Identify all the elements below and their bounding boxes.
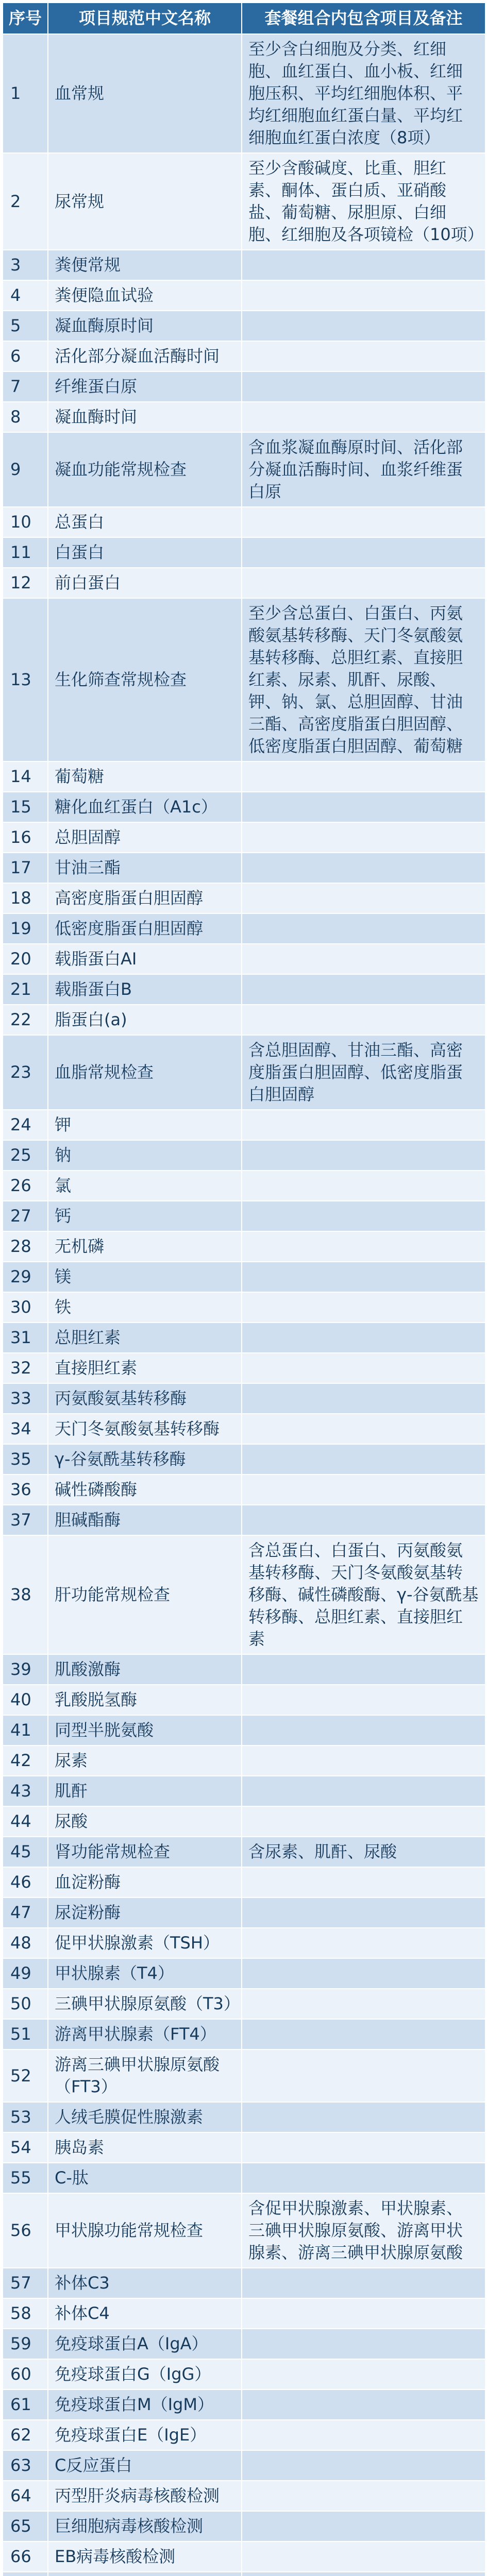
row-package-notes [242, 1323, 485, 1353]
table-row [3, 2572, 485, 2576]
row-seq: 12 [3, 568, 48, 598]
table-row [3, 1958, 485, 1989]
row-seq: 57 [3, 2268, 48, 2298]
table-row [3, 1867, 485, 1897]
table-row [3, 2511, 485, 2541]
row-seq: 46 [3, 1867, 48, 1897]
row-package-notes [242, 913, 485, 944]
row-seq: 61 [3, 2389, 48, 2420]
table-row [3, 311, 485, 341]
row-seq: 51 [3, 2019, 48, 2049]
row-package-notes [242, 2132, 485, 2163]
row-item-name: 凝血酶原时间 [48, 311, 242, 341]
row-seq: 41 [3, 1715, 48, 1745]
row-item-name: 胰岛素 [48, 2132, 242, 2163]
row-package-notes [242, 250, 485, 280]
row-package-notes [242, 2420, 485, 2450]
row-package-notes [242, 2298, 485, 2329]
row-package-notes [242, 1654, 485, 1685]
table-row [3, 1535, 485, 1654]
row-package-notes [242, 2102, 485, 2132]
row-item-name: 钠 [48, 1140, 242, 1171]
table-row [3, 1715, 485, 1745]
row-seq: 15 [3, 792, 48, 822]
row-package-notes [242, 944, 485, 974]
row-item-name: 氯 [48, 1171, 242, 1201]
row-package-notes [242, 280, 485, 311]
row-seq: 54 [3, 2132, 48, 2163]
row-package-notes [242, 1897, 485, 1928]
row-seq: 50 [3, 1989, 48, 2019]
row-item-name: 免疫球蛋白M（IgM） [48, 2389, 242, 2420]
table-row [3, 598, 485, 761]
row-package-notes: 含总蛋白、白蛋白、丙氨酸氨基转移酶、天门冬氨酸氨基转移酶、碱性磷酸酶、γ-谷氨酰基转移酶、总胆红素、直接胆红素 [242, 1535, 485, 1654]
table-row [3, 371, 485, 402]
table-row [3, 1171, 485, 1201]
row-seq: 33 [3, 1383, 48, 1414]
row-seq: 21 [3, 974, 48, 1005]
table-row [3, 2389, 485, 2420]
row-item-name: 肌酸激酶 [48, 1654, 242, 1685]
row-package-notes: 含尿素、肌酐、尿酸 [242, 1837, 485, 1867]
table-row [3, 1444, 485, 1475]
table-row [3, 432, 485, 507]
row-item-name: 血脂常规检查 [48, 1035, 242, 1110]
row-package-notes [242, 2450, 485, 2481]
row-item-name: 前白蛋白 [48, 568, 242, 598]
row-item-name: 粪便常规 [48, 250, 242, 280]
table-row [3, 1353, 485, 1383]
row-seq: 63 [3, 2450, 48, 2481]
row-package-notes [242, 1958, 485, 1989]
row-item-name: 人绒毛膜促性腺激素 [48, 2102, 242, 2132]
row-seq: 1 [3, 34, 48, 153]
table-row [3, 1806, 485, 1837]
row-seq: 42 [3, 1745, 48, 1776]
table-row [3, 2132, 485, 2163]
table-row [3, 2450, 485, 2481]
table-row [3, 2481, 485, 2511]
test-items-table [2, 2, 486, 2576]
table-row [3, 1897, 485, 1928]
row-package-notes: 至少含总蛋白、白蛋白、丙氨酸氨基转移酶、天门冬氨酸氨基转移酶、总胆红素、直接胆红素、尿素、肌酐、尿酸、钾、钠、氯、总胆固醇、甘油三酯、高密度脂蛋白胆固醇、低密度脂蛋白胆固醇、葡萄糖 [242, 598, 485, 761]
row-item-name: 钙 [48, 1201, 242, 1231]
row-seq: 39 [3, 1654, 48, 1685]
table-row [3, 537, 485, 568]
row-item-name: 无机磷 [48, 1231, 242, 1262]
table-row [3, 1837, 485, 1867]
row-seq [3, 2572, 48, 2576]
row-package-notes [242, 568, 485, 598]
row-item-name: 丙型肝炎病毒核酸检测 [48, 2481, 242, 2511]
row-item-name: 丙氨酸氨基转移酶 [48, 1383, 242, 1414]
row-seq: 16 [3, 822, 48, 853]
row-package-notes [242, 761, 485, 792]
table-row [3, 944, 485, 974]
table-row [3, 1035, 485, 1110]
header-package-notes: 套餐组合内包含项目及备注 [242, 3, 485, 34]
row-item-name: 免疫球蛋白E（IgE） [48, 2420, 242, 2450]
row-seq: 38 [3, 1535, 48, 1654]
row-package-notes [242, 2541, 485, 2572]
row-package-notes [242, 883, 485, 913]
row-package-notes [242, 2268, 485, 2298]
row-package-notes [242, 1806, 485, 1837]
row-seq: 35 [3, 1444, 48, 1475]
row-seq: 26 [3, 1171, 48, 1201]
row-package-notes [242, 1475, 485, 1505]
row-seq: 58 [3, 2298, 48, 2329]
row-seq: 29 [3, 1262, 48, 1292]
row-package-notes [242, 1776, 485, 1806]
row-item-name: 粪便隐血试验 [48, 280, 242, 311]
row-item-name: 直接胆红素 [48, 1353, 242, 1383]
table-row [3, 153, 485, 250]
table-row [3, 2420, 485, 2450]
row-seq: 36 [3, 1475, 48, 1505]
row-package-notes [242, 311, 485, 341]
row-item-name: 甲状腺素（T4） [48, 1958, 242, 1989]
table-row [3, 568, 485, 598]
table-row [3, 2329, 485, 2359]
row-item-name: C反应蛋白 [48, 2450, 242, 2481]
table-row [3, 1776, 485, 1806]
row-package-notes [242, 1505, 485, 1535]
row-item-name: 肾功能常规检查 [48, 1837, 242, 1867]
row-item-name: 免疫球蛋白G（IgG） [48, 2359, 242, 2389]
row-package-notes: 含血浆凝血酶原时间、活化部分凝血活酶时间、血浆纤维蛋白原 [242, 432, 485, 507]
row-package-notes [242, 402, 485, 432]
row-item-name: 总胆固醇 [48, 822, 242, 853]
row-package-notes [242, 2389, 485, 2420]
row-item-name: 肌酐 [48, 1776, 242, 1806]
table-row [3, 2019, 485, 2049]
row-seq: 53 [3, 2102, 48, 2132]
row-seq: 5 [3, 311, 48, 341]
table-row [3, 2268, 485, 2298]
row-seq: 2 [3, 153, 48, 250]
row-item-name: 甲状腺功能常规检查 [48, 2193, 242, 2268]
row-seq: 66 [3, 2541, 48, 2572]
row-package-notes [242, 2049, 485, 2102]
row-package-notes [242, 1715, 485, 1745]
table-row [3, 1292, 485, 1323]
row-package-notes [242, 1201, 485, 1231]
row-seq: 14 [3, 761, 48, 792]
row-seq: 60 [3, 2359, 48, 2389]
row-item-name [48, 2572, 242, 2576]
row-package-notes [242, 1444, 485, 1475]
row-seq: 10 [3, 507, 48, 537]
row-package-notes [242, 2481, 485, 2511]
row-seq: 17 [3, 853, 48, 883]
row-seq: 64 [3, 2481, 48, 2511]
row-item-name: 甘油三酯 [48, 853, 242, 883]
row-item-name: 尿酸 [48, 1806, 242, 1837]
table-row [3, 1201, 485, 1231]
row-package-notes [242, 2329, 485, 2359]
row-item-name: 游离甲状腺素（FT4） [48, 2019, 242, 2049]
header-seq: 序号 [3, 3, 48, 34]
row-item-name: 胆碱酯酶 [48, 1505, 242, 1535]
table-row [3, 1110, 485, 1140]
row-item-name: 镁 [48, 1262, 242, 1292]
row-package-notes [242, 1928, 485, 1958]
table-row [3, 280, 485, 311]
row-seq: 28 [3, 1231, 48, 1262]
row-seq: 48 [3, 1928, 48, 1958]
row-package-notes [242, 1383, 485, 1414]
row-item-name: 钾 [48, 1110, 242, 1140]
table-header-row [3, 3, 485, 34]
row-item-name: 活化部分凝血活酶时间 [48, 341, 242, 371]
header-item-name: 项目规范中文名称 [48, 3, 242, 34]
table-row [3, 1231, 485, 1262]
table-row [3, 2298, 485, 2329]
row-package-notes [242, 1745, 485, 1776]
row-seq: 44 [3, 1806, 48, 1837]
row-package-notes [242, 1414, 485, 1444]
row-item-name: 游离三碘甲状腺原氨酸（FT3） [48, 2049, 242, 2102]
row-item-name: 低密度脂蛋白胆固醇 [48, 913, 242, 944]
row-seq: 9 [3, 432, 48, 507]
row-item-name: 高密度脂蛋白胆固醇 [48, 883, 242, 913]
row-item-name: 免疫球蛋白A（IgA） [48, 2329, 242, 2359]
table-row [3, 853, 485, 883]
table-row [3, 2193, 485, 2268]
row-seq: 32 [3, 1353, 48, 1383]
row-package-notes [242, 341, 485, 371]
table-row [3, 1475, 485, 1505]
row-package-notes [242, 1140, 485, 1171]
table-row [3, 883, 485, 913]
row-package-notes [242, 1989, 485, 2019]
table-body [3, 34, 485, 2576]
row-seq: 11 [3, 537, 48, 568]
row-seq: 20 [3, 944, 48, 974]
row-seq: 4 [3, 280, 48, 311]
row-seq: 23 [3, 1035, 48, 1110]
row-item-name: 三碘甲状腺原氨酸（T3） [48, 1989, 242, 2019]
table-row [3, 1928, 485, 1958]
row-item-name: 凝血酶时间 [48, 402, 242, 432]
row-package-notes [242, 1685, 485, 1715]
table-row [3, 341, 485, 371]
table-row [3, 402, 485, 432]
table-row [3, 1140, 485, 1171]
row-package-notes [242, 2511, 485, 2541]
table-row [3, 792, 485, 822]
table-row [3, 913, 485, 944]
row-package-notes [242, 2359, 485, 2389]
row-item-name: 血淀粉酶 [48, 1867, 242, 1897]
row-item-name: 凝血功能常规检查 [48, 432, 242, 507]
table-row [3, 507, 485, 537]
table-row [3, 1262, 485, 1292]
row-item-name: 糖化血红蛋白（A1c） [48, 792, 242, 822]
row-item-name: 血常规 [48, 34, 242, 153]
row-package-notes [242, 537, 485, 568]
table-row [3, 1414, 485, 1444]
row-seq: 65 [3, 2511, 48, 2541]
row-package-notes [242, 1353, 485, 1383]
row-seq: 7 [3, 371, 48, 402]
row-package-notes [242, 853, 485, 883]
row-seq: 8 [3, 402, 48, 432]
row-seq: 6 [3, 341, 48, 371]
row-item-name: 尿淀粉酶 [48, 1897, 242, 1928]
row-item-name: 同型半胱氨酸 [48, 1715, 242, 1745]
row-item-name: 总胆红素 [48, 1323, 242, 1353]
row-seq: 34 [3, 1414, 48, 1444]
row-package-notes [242, 1110, 485, 1140]
row-item-name: 铁 [48, 1292, 242, 1323]
row-seq: 25 [3, 1140, 48, 1171]
row-package-notes [242, 507, 485, 537]
row-package-notes: 至少含白细胞及分类、红细胞、血红蛋白、血小板、红细胞压积、平均红细胞体积、平均红细胞血红蛋白量、平均红细胞血红蛋白浓度（8项） [242, 34, 485, 153]
row-package-notes [242, 1231, 485, 1262]
row-seq: 49 [3, 1958, 48, 1989]
row-seq: 13 [3, 598, 48, 761]
row-item-name: 补体C4 [48, 2298, 242, 2329]
table-row [3, 2163, 485, 2193]
table-row [3, 34, 485, 153]
row-item-name: 载脂蛋白AI [48, 944, 242, 974]
row-package-notes [242, 2163, 485, 2193]
row-package-notes [242, 792, 485, 822]
row-item-name: 天门冬氨酸氨基转移酶 [48, 1414, 242, 1444]
table-row [3, 1383, 485, 1414]
row-package-notes [242, 2019, 485, 2049]
row-package-notes: 含总胆固醇、甘油三酯、高密度脂蛋白胆固醇、低密度脂蛋白胆固醇 [242, 1035, 485, 1110]
row-seq: 37 [3, 1505, 48, 1535]
row-item-name: C-肽 [48, 2163, 242, 2193]
row-item-name: 乳酸脱氢酶 [48, 1685, 242, 1715]
row-item-name: 总蛋白 [48, 507, 242, 537]
row-seq: 43 [3, 1776, 48, 1806]
row-item-name: 巨细胞病毒核酸检测 [48, 2511, 242, 2541]
row-item-name: 载脂蛋白B [48, 974, 242, 1005]
table-row [3, 2102, 485, 2132]
row-seq: 55 [3, 2163, 48, 2193]
row-seq: 18 [3, 883, 48, 913]
row-item-name: 脂蛋白(a) [48, 1005, 242, 1035]
row-item-name: EB病毒核酸检测 [48, 2541, 242, 2572]
row-seq: 59 [3, 2329, 48, 2359]
table-row [3, 974, 485, 1005]
row-item-name: 生化筛查常规检查 [48, 598, 242, 761]
table-row [3, 2541, 485, 2572]
row-seq: 45 [3, 1837, 48, 1867]
table-row [3, 822, 485, 853]
row-package-notes [242, 974, 485, 1005]
row-item-name: 促甲状腺激素（TSH） [48, 1928, 242, 1958]
row-package-notes: 含促甲状腺激素、甲状腺素、三碘甲状腺原氨酸、游离甲状腺素、游离三碘甲状腺原氨酸 [242, 2193, 485, 2268]
row-seq: 3 [3, 250, 48, 280]
row-seq: 19 [3, 913, 48, 944]
row-item-name: 补体C3 [48, 2268, 242, 2298]
row-item-name: 白蛋白 [48, 537, 242, 568]
row-seq: 62 [3, 2420, 48, 2450]
row-seq: 56 [3, 2193, 48, 2268]
row-package-notes: 至少含酸碱度、比重、胆红素、酮体、蛋白质、亚硝酸盐、葡萄糖、尿胆原、白细胞、红细胞及各项镜检（10项） [242, 153, 485, 250]
table-row [3, 1005, 485, 1035]
table-row [3, 2359, 485, 2389]
table-row [3, 1989, 485, 2019]
table-row [3, 1323, 485, 1353]
table-row [3, 1654, 485, 1685]
row-seq: 24 [3, 1110, 48, 1140]
table-row [3, 2049, 485, 2102]
table-row [3, 250, 485, 280]
row-item-name: 葡萄糖 [48, 761, 242, 792]
row-package-notes [242, 1005, 485, 1035]
row-seq: 40 [3, 1685, 48, 1715]
row-package-notes [242, 1262, 485, 1292]
table-row [3, 1505, 485, 1535]
table-row [3, 1685, 485, 1715]
row-package-notes [242, 2572, 485, 2576]
table-row [3, 761, 485, 792]
row-seq: 27 [3, 1201, 48, 1231]
row-package-notes [242, 1292, 485, 1323]
row-seq: 47 [3, 1897, 48, 1928]
row-package-notes [242, 1867, 485, 1897]
row-item-name: 碱性磷酸酶 [48, 1475, 242, 1505]
row-item-name: 肝功能常规检查 [48, 1535, 242, 1654]
row-seq: 31 [3, 1323, 48, 1353]
row-seq: 30 [3, 1292, 48, 1323]
row-package-notes [242, 371, 485, 402]
row-package-notes [242, 1171, 485, 1201]
row-item-name: γ-谷氨酰基转移酶 [48, 1444, 242, 1475]
row-seq: 52 [3, 2049, 48, 2102]
row-item-name: 尿素 [48, 1745, 242, 1776]
row-package-notes [242, 822, 485, 853]
row-item-name: 纤维蛋白原 [48, 371, 242, 402]
row-seq: 22 [3, 1005, 48, 1035]
row-item-name: 尿常规 [48, 153, 242, 250]
table-row [3, 1745, 485, 1776]
